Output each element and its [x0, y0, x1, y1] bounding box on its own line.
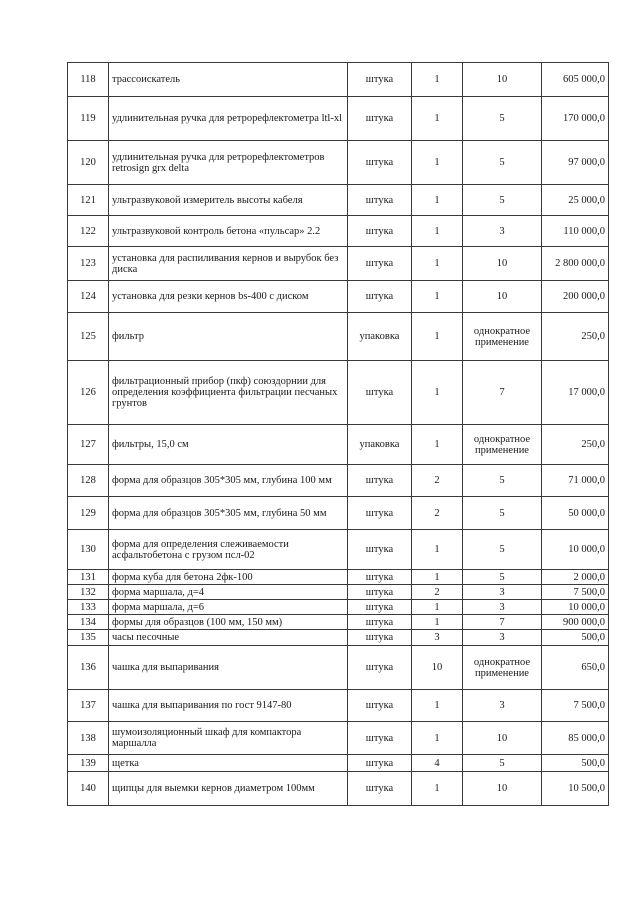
item-name-cell: ультразвуковой измеритель высоты кабеля: [109, 185, 348, 216]
table-row: [68, 570, 609, 585]
price-cell: 97 000,0: [542, 141, 609, 185]
unit-of-measure-cell: штука: [348, 63, 412, 97]
service-period-cell: 5: [463, 141, 542, 185]
item-name-cell: фильтр: [109, 313, 348, 361]
unit-of-measure-cell: штука: [348, 630, 412, 646]
price-cell: 2 000,0: [542, 570, 609, 585]
table-row: [68, 281, 609, 313]
price-cell: 650,0: [542, 646, 609, 690]
row-number-cell: 140: [68, 772, 109, 806]
quantity-cell: 4: [412, 755, 463, 772]
row-number-cell: 132: [68, 585, 109, 600]
service-period-cell: 10: [463, 281, 542, 313]
quantity-cell: 1: [412, 361, 463, 425]
price-cell: 605 000,0: [542, 63, 609, 97]
table-row: [68, 497, 609, 530]
row-number-cell: 120: [68, 141, 109, 185]
unit-of-measure-cell: штука: [348, 646, 412, 690]
table-row: [68, 361, 609, 425]
row-number-cell: 123: [68, 247, 109, 281]
item-name-cell: чашка для выпаривания по гост 9147-80: [109, 690, 348, 722]
unit-of-measure-cell: штука: [348, 465, 412, 497]
quantity-cell: 1: [412, 141, 463, 185]
table-row: [68, 690, 609, 722]
row-number-cell: 139: [68, 755, 109, 772]
service-period-cell: 7: [463, 615, 542, 630]
table-row: [68, 585, 609, 600]
quantity-cell: 1: [412, 570, 463, 585]
row-number-cell: 121: [68, 185, 109, 216]
item-name-cell: форма для образцов 305*305 мм, глубина 50 мм: [109, 497, 348, 530]
quantity-cell: 1: [412, 63, 463, 97]
unit-of-measure-cell: штука: [348, 97, 412, 141]
table-row: [68, 530, 609, 570]
unit-of-measure-cell: штука: [348, 141, 412, 185]
table-row: [68, 425, 609, 465]
row-number-cell: 134: [68, 615, 109, 630]
row-number-cell: 125: [68, 313, 109, 361]
service-period-cell: 5: [463, 530, 542, 570]
item-name-cell: фильтры, 15,0 см: [109, 425, 348, 465]
service-period-cell: 5: [463, 185, 542, 216]
unit-of-measure-cell: упаковка: [348, 425, 412, 465]
item-name-cell: форма для образцов 305*305 мм, глубина 100 мм: [109, 465, 348, 497]
table-row: [68, 63, 609, 97]
quantity-cell: 1: [412, 772, 463, 806]
price-cell: 25 000,0: [542, 185, 609, 216]
service-period-cell: 5: [463, 570, 542, 585]
item-name-cell: форма маршала, д=6: [109, 600, 348, 615]
row-number-cell: 137: [68, 690, 109, 722]
price-cell: 17 000,0: [542, 361, 609, 425]
row-number-cell: 128: [68, 465, 109, 497]
table-row: [68, 97, 609, 141]
service-period-cell: 5: [463, 755, 542, 772]
price-cell: 500,0: [542, 630, 609, 646]
table-row: [68, 216, 609, 247]
quantity-cell: 1: [412, 600, 463, 615]
quantity-cell: 2: [412, 497, 463, 530]
quantity-cell: 1: [412, 216, 463, 247]
item-name-cell: щетка: [109, 755, 348, 772]
table-row: [68, 615, 609, 630]
table-row: [68, 722, 609, 755]
row-number-cell: 126: [68, 361, 109, 425]
service-period-cell: однократное применение: [463, 646, 542, 690]
table-row: [68, 646, 609, 690]
quantity-cell: 1: [412, 281, 463, 313]
price-cell: 900 000,0: [542, 615, 609, 630]
item-name-cell: установка для резки кернов bs-400 с диском: [109, 281, 348, 313]
unit-of-measure-cell: штука: [348, 216, 412, 247]
item-name-cell: форма для определения слеживаемости асфальтобетона с грузом псл-02: [109, 530, 348, 570]
service-period-cell: 10: [463, 722, 542, 755]
table-row: [68, 600, 609, 615]
quantity-cell: 10: [412, 646, 463, 690]
row-number-cell: 127: [68, 425, 109, 465]
quantity-cell: 1: [412, 313, 463, 361]
service-period-cell: 10: [463, 772, 542, 806]
price-cell: 10 500,0: [542, 772, 609, 806]
row-number-cell: 119: [68, 97, 109, 141]
table-row: [68, 141, 609, 185]
service-period-cell: 7: [463, 361, 542, 425]
table-row: [68, 630, 609, 646]
service-period-cell: 3: [463, 630, 542, 646]
price-cell: 500,0: [542, 755, 609, 772]
item-name-cell: трассоискатель: [109, 63, 348, 97]
unit-of-measure-cell: штука: [348, 497, 412, 530]
price-cell: 10 000,0: [542, 600, 609, 615]
quantity-cell: 1: [412, 615, 463, 630]
table-body: [68, 63, 609, 806]
unit-of-measure-cell: штука: [348, 585, 412, 600]
item-name-cell: чашка для выпаривания: [109, 646, 348, 690]
unit-of-measure-cell: штука: [348, 281, 412, 313]
service-period-cell: однократное применение: [463, 425, 542, 465]
quantity-cell: 2: [412, 585, 463, 600]
price-cell: 85 000,0: [542, 722, 609, 755]
unit-of-measure-cell: штука: [348, 247, 412, 281]
quantity-cell: 1: [412, 185, 463, 216]
price-cell: 250,0: [542, 313, 609, 361]
service-period-cell: 10: [463, 247, 542, 281]
table-row: [68, 313, 609, 361]
price-cell: 250,0: [542, 425, 609, 465]
price-cell: 110 000,0: [542, 216, 609, 247]
row-number-cell: 138: [68, 722, 109, 755]
unit-of-measure-cell: упаковка: [348, 313, 412, 361]
service-period-cell: 3: [463, 600, 542, 615]
table-row: [68, 185, 609, 216]
quantity-cell: 1: [412, 425, 463, 465]
price-cell: 200 000,0: [542, 281, 609, 313]
service-period-cell: 5: [463, 97, 542, 141]
unit-of-measure-cell: штука: [348, 600, 412, 615]
service-period-cell: 3: [463, 585, 542, 600]
price-cell: 170 000,0: [542, 97, 609, 141]
equipment-table: [67, 62, 609, 806]
unit-of-measure-cell: штука: [348, 530, 412, 570]
unit-of-measure-cell: штука: [348, 615, 412, 630]
price-cell: 50 000,0: [542, 497, 609, 530]
quantity-cell: 1: [412, 722, 463, 755]
price-cell: 2 800 000,0: [542, 247, 609, 281]
row-number-cell: 124: [68, 281, 109, 313]
quantity-cell: 1: [412, 690, 463, 722]
row-number-cell: 122: [68, 216, 109, 247]
service-period-cell: 3: [463, 690, 542, 722]
table-row: [68, 247, 609, 281]
price-cell: 7 500,0: [542, 585, 609, 600]
service-period-cell: 10: [463, 63, 542, 97]
row-number-cell: 135: [68, 630, 109, 646]
item-name-cell: шумоизоляционный шкаф для компактора маршалла: [109, 722, 348, 755]
row-number-cell: 129: [68, 497, 109, 530]
quantity-cell: 1: [412, 97, 463, 141]
item-name-cell: фильтрационный прибор (пкф) союздорнии для определения коэффициента фильтрации песчаных грунтов: [109, 361, 348, 425]
unit-of-measure-cell: штука: [348, 722, 412, 755]
item-name-cell: щипцы для выемки кернов диаметром 100мм: [109, 772, 348, 806]
unit-of-measure-cell: штука: [348, 361, 412, 425]
item-name-cell: форма маршала, д=4: [109, 585, 348, 600]
item-name-cell: удлинительная ручка для ретрорефлектометров retrosign grx delta: [109, 141, 348, 185]
quantity-cell: 1: [412, 247, 463, 281]
item-name-cell: формы для образцов (100 мм, 150 мм): [109, 615, 348, 630]
unit-of-measure-cell: штука: [348, 772, 412, 806]
row-number-cell: 136: [68, 646, 109, 690]
item-name-cell: форма куба для бетона 2фк-100: [109, 570, 348, 585]
item-name-cell: установка для распиливания кернов и вырубок без диска: [109, 247, 348, 281]
unit-of-measure-cell: штука: [348, 690, 412, 722]
row-number-cell: 133: [68, 600, 109, 615]
price-cell: 10 000,0: [542, 530, 609, 570]
row-number-cell: 131: [68, 570, 109, 585]
row-number-cell: 130: [68, 530, 109, 570]
unit-of-measure-cell: штука: [348, 570, 412, 585]
quantity-cell: 2: [412, 465, 463, 497]
service-period-cell: 3: [463, 216, 542, 247]
service-period-cell: однократное применение: [463, 313, 542, 361]
item-name-cell: часы песочные: [109, 630, 348, 646]
table-row: [68, 755, 609, 772]
item-name-cell: ультразвуковой контроль бетона «пульсар» 2.2: [109, 216, 348, 247]
unit-of-measure-cell: штука: [348, 755, 412, 772]
quantity-cell: 3: [412, 630, 463, 646]
price-cell: 71 000,0: [542, 465, 609, 497]
table-row: [68, 772, 609, 806]
service-period-cell: 5: [463, 497, 542, 530]
item-name-cell: удлинительная ручка для ретрорефлектометра ltl-xl: [109, 97, 348, 141]
quantity-cell: 1: [412, 530, 463, 570]
unit-of-measure-cell: штука: [348, 185, 412, 216]
price-cell: 7 500,0: [542, 690, 609, 722]
row-number-cell: 118: [68, 63, 109, 97]
table-row: [68, 465, 609, 497]
service-period-cell: 5: [463, 465, 542, 497]
